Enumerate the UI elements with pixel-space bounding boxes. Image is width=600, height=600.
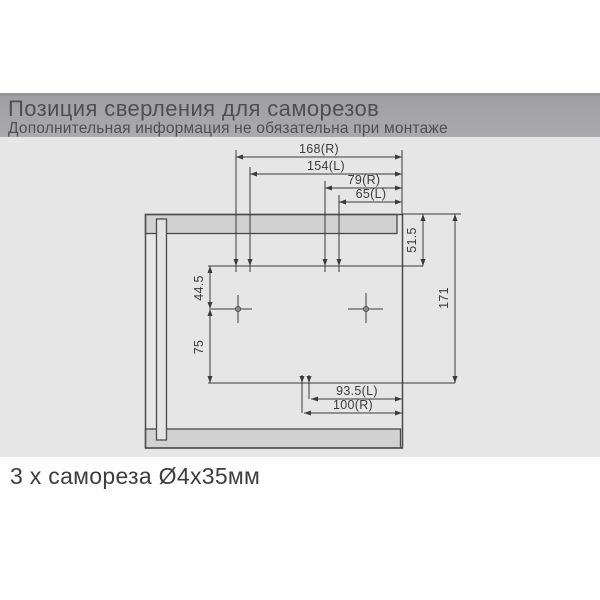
- drill-hole-left: [235, 306, 240, 311]
- left-edge-strip: [157, 219, 167, 440]
- dim-label-154L: 154(L): [307, 159, 345, 173]
- page-title: Позиция сверления для саморезов: [8, 96, 380, 121]
- dim-label-65L: 65(L): [355, 187, 387, 201]
- dimension-44-5: [192, 266, 213, 309]
- dimension-65L: [339, 187, 402, 205]
- dimension-171: [437, 214, 458, 383]
- dimension-51-5: [405, 214, 426, 266]
- dimension-168R: [236, 142, 402, 160]
- drill-hole-right: [363, 306, 368, 311]
- dimension-100R: [304, 398, 402, 416]
- dim-label-93-5L: 93.5(L): [336, 384, 378, 398]
- dim-label-44-5: 44.5: [192, 275, 206, 301]
- drill-mark-left: [211, 295, 252, 323]
- dim-label-171: 171: [437, 287, 451, 309]
- page-subtitle: Дополнительная информация не обязательна при монтаже: [8, 120, 448, 137]
- dim-label-75: 75: [192, 339, 206, 355]
- dim-label-100R: 100(R): [332, 398, 374, 412]
- dim-label-168R: 168(R): [298, 142, 340, 156]
- top-rail: [146, 215, 398, 234]
- dim-label-51-5: 51.5: [405, 227, 419, 253]
- dimension-75: [192, 309, 213, 383]
- drill-mark-right: [348, 293, 383, 323]
- bottom-rail: [146, 429, 401, 448]
- screw-spec-note: 3 х самореза Ø4х35мм: [10, 463, 261, 489]
- dim-label-79R: 79(R): [347, 173, 381, 187]
- extension-lines: [208, 150, 461, 413]
